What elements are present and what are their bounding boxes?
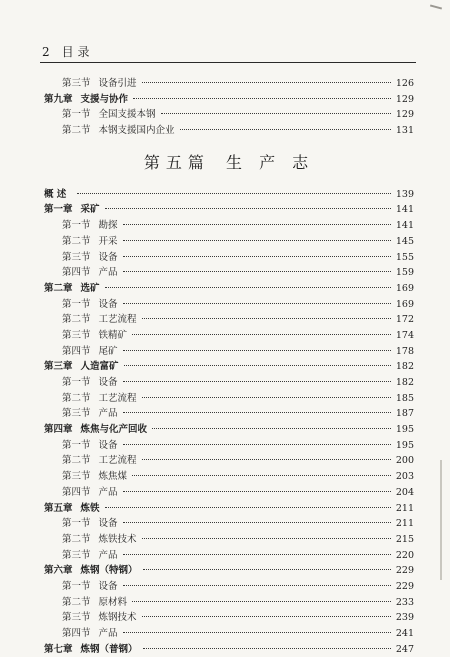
entry-number: 第三节	[62, 329, 91, 341]
entry-title: 选矿	[80, 282, 100, 294]
entry-page-number: 185	[395, 392, 414, 404]
dot-leader	[124, 355, 391, 366]
entry-number: 第九章	[44, 93, 73, 105]
entry-number: 第三节	[62, 612, 91, 624]
entry-title: 炼钢（特钢）	[80, 565, 138, 577]
entry-page-number: 195	[395, 439, 414, 451]
entry-page-number: 129	[395, 109, 414, 121]
entry-title: 设备	[98, 377, 118, 388]
entry-number: 第二节	[62, 596, 91, 608]
dot-leader	[142, 528, 391, 539]
entry-title: 勘探	[98, 220, 118, 232]
entry-title: 炼焦煤	[98, 471, 128, 483]
entry-number: 第二节	[62, 235, 91, 247]
entry-title: 工艺流程	[98, 314, 137, 326]
entry-number: 第二节	[62, 533, 91, 545]
entry-page-number: 182	[395, 377, 414, 388]
entry-title: 铁精矿	[98, 329, 128, 341]
entry-page-number: 247	[395, 643, 414, 655]
toc-group-top	[44, 75, 414, 138]
running-header	[42, 43, 89, 59]
entry-number: 第二章	[44, 282, 73, 294]
entry-number: 第四章	[44, 424, 73, 436]
dot-leader	[132, 324, 391, 335]
dot-leader	[123, 512, 391, 523]
dot-leader	[152, 418, 391, 429]
entry-title: 开采	[98, 235, 118, 247]
part-name: 生 产 志	[226, 153, 315, 173]
entry-number: 第四节	[62, 486, 91, 498]
entry-number: 第一章	[44, 204, 73, 216]
entry-number: 第一节	[62, 109, 91, 121]
entry-number: 第六章	[44, 565, 73, 577]
entry-title: 产品	[98, 486, 118, 498]
entry-page-number: 131	[395, 125, 414, 137]
entry-page-number: 126	[395, 78, 414, 89]
entry-page-number: 229	[395, 580, 414, 592]
entry-title: 产品	[98, 408, 118, 420]
entry-page-number: 169	[395, 298, 414, 310]
entry-title: 炼钢技术	[98, 612, 137, 624]
entry-title: 炼钢（普钢）	[80, 643, 138, 655]
entry-number: 第五章	[44, 502, 73, 514]
dot-leader	[105, 198, 391, 209]
dot-leader	[180, 119, 391, 130]
entry-title: 炼铁技术	[98, 533, 137, 545]
entry-number: 第三章	[44, 361, 73, 373]
entry-number: 第二节	[62, 314, 91, 326]
entry-number: 第三节	[62, 471, 91, 483]
dot-leader	[123, 293, 391, 304]
table-of-contents	[44, 75, 414, 656]
entry-title: 产品	[98, 628, 118, 639]
entry-number: 第二节	[62, 392, 91, 404]
entry-title: 设备	[98, 439, 118, 451]
dot-leader	[143, 559, 391, 570]
entry-page-number: 145	[395, 235, 414, 247]
entry-page-number: 172	[395, 314, 414, 326]
entry-number: 第七章	[44, 643, 73, 655]
entry-title: 产品	[98, 267, 118, 279]
entry-page-number: 200	[395, 455, 414, 467]
entry-number: 第一节	[62, 298, 91, 310]
entry-number: 概 述	[44, 188, 67, 200]
entry-page-number: 233	[395, 596, 414, 608]
entry-title: 工艺流程	[98, 392, 137, 404]
entry-number: 第二节	[62, 455, 91, 467]
toc-group-bottom	[44, 186, 414, 657]
dot-leader	[142, 308, 391, 319]
entry-title: 本钢支援国内企业	[98, 125, 175, 137]
dot-leader	[123, 544, 391, 555]
entry-page-number: 241	[395, 628, 414, 639]
entry-number: 第三节	[62, 78, 91, 89]
entry-title: 设备	[98, 298, 118, 310]
entry-page-number: 182	[395, 361, 414, 373]
margin-shadow	[440, 460, 442, 580]
entry-page-number: 187	[395, 408, 414, 420]
dot-leader	[123, 340, 391, 351]
entry-page-number: 211	[395, 502, 414, 514]
dot-leader	[142, 72, 391, 83]
entry-number: 第一节	[62, 220, 91, 232]
entry-title: 炼焦与化产回收	[80, 424, 148, 436]
entry-number: 第一节	[62, 580, 91, 592]
part-title	[44, 138, 414, 186]
dot-leader	[123, 434, 391, 445]
entry-number: 第三节	[62, 408, 91, 420]
dot-leader	[77, 183, 391, 194]
entry-number: 第三节	[62, 251, 91, 263]
dot-leader	[123, 575, 391, 586]
entry-page-number: 141	[395, 204, 414, 216]
dot-leader	[123, 402, 391, 413]
entry-page-number: 211	[395, 518, 414, 530]
dot-leader	[142, 449, 391, 460]
dot-leader	[123, 246, 391, 257]
entry-number: 第四节	[62, 628, 91, 639]
entry-number: 第一节	[62, 377, 91, 388]
entry-page-number: 204	[395, 486, 414, 498]
dot-leader	[123, 214, 391, 225]
entry-page-number: 229	[395, 565, 414, 577]
entry-page-number: 129	[395, 93, 414, 105]
entry-page-number: 203	[395, 471, 414, 483]
dot-leader	[123, 622, 391, 633]
entry-title: 原材料	[98, 596, 128, 608]
dot-leader	[143, 638, 391, 649]
entry-title: 炼铁	[80, 502, 100, 514]
entry-page-number: 215	[395, 533, 414, 545]
dot-leader	[132, 591, 391, 602]
toc-chapter-entry	[44, 641, 414, 657]
entry-page-number: 159	[395, 267, 414, 279]
entry-title: 设备引进	[98, 78, 137, 89]
entry-number: 第三节	[62, 549, 91, 561]
header-page-number: 2	[42, 45, 50, 59]
dot-leader	[123, 371, 391, 382]
dot-leader	[161, 103, 391, 114]
entry-page-number: 139	[395, 188, 414, 200]
entry-number: 第四节	[62, 267, 91, 279]
entry-title: 产品	[98, 549, 118, 561]
entry-page-number: 220	[395, 549, 414, 561]
dot-leader	[142, 606, 391, 617]
entry-title: 支援与协作	[80, 93, 129, 105]
entry-page-number: 178	[395, 345, 414, 357]
entry-page-number: 239	[395, 612, 414, 624]
toc-section-entry	[44, 122, 414, 138]
dot-leader	[133, 88, 391, 99]
dot-leader	[132, 465, 391, 476]
dot-leader	[123, 481, 391, 492]
entry-title: 工艺流程	[98, 455, 137, 467]
entry-number: 第四节	[62, 345, 91, 357]
dot-leader	[123, 230, 391, 241]
entry-title: 尾矿	[98, 345, 118, 357]
entry-page-number: 169	[395, 282, 414, 294]
part-label: 第五篇	[143, 153, 210, 173]
entry-number: 第一节	[62, 518, 91, 530]
dot-leader	[105, 497, 391, 508]
entry-title: 设备	[98, 251, 118, 263]
dot-leader	[142, 387, 391, 398]
entry-page-number: 155	[395, 251, 414, 263]
entry-title: 设备	[98, 518, 118, 530]
entry-number: 第一节	[62, 439, 91, 451]
entry-number: 第二节	[62, 125, 91, 137]
entry-title: 全国支援本钢	[98, 109, 156, 121]
header-rule	[40, 62, 416, 63]
entry-title: 人造富矿	[80, 361, 119, 373]
scan-mark	[430, 4, 442, 9]
entry-page-number: 195	[395, 424, 414, 436]
entry-title: 设备	[98, 580, 118, 592]
entry-page-number: 141	[395, 220, 414, 232]
dot-leader	[105, 277, 391, 288]
entry-page-number: 174	[395, 329, 414, 341]
header-title: 目 录	[61, 45, 90, 59]
dot-leader	[123, 261, 391, 272]
entry-title: 采矿	[80, 204, 100, 216]
